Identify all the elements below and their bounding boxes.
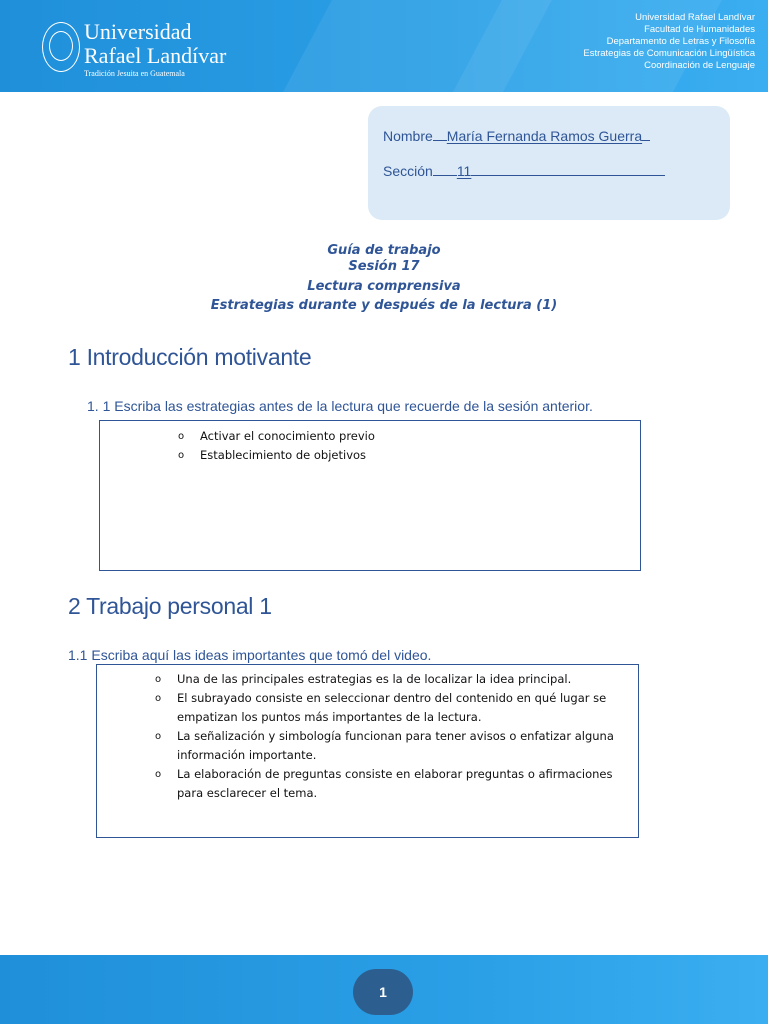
list-item: o Activar el conocimiento previo <box>178 427 478 446</box>
student-info-box <box>368 106 730 220</box>
section-1-prompt: 1. 1 Escriba las estrategias antes de la lectura que recuerde de la sesión anterior. <box>87 398 593 414</box>
title-line: Sesión 17 <box>348 259 420 274</box>
list-item: o La señalización y simbología funcionan para tener avisos o enfatizar alguna información importante. <box>155 727 615 765</box>
section-2-prompt: 1.1 Escriba aquí las ideas importantes que tomó del video. <box>68 647 432 663</box>
name-row <box>383 128 650 144</box>
section-2-heading: 2 Trabajo personal 1 <box>68 593 272 619</box>
university-logo <box>40 18 240 82</box>
header-info-line: Universidad Rafael Landívar <box>635 12 755 23</box>
section-1-list <box>178 427 478 465</box>
section-1-heading: 1 Introducción motivante <box>68 344 312 370</box>
logo-line-1: Universidad <box>84 19 192 44</box>
logo-line-2: Rafael Landívar <box>84 43 227 68</box>
worksheet-title <box>0 242 768 315</box>
header-info-line: Coordinación de Lenguaje <box>644 60 755 71</box>
header-info <box>583 12 755 72</box>
list-item: o Una de las principales estrategias es la de localizar la idea principal. <box>155 670 615 689</box>
section-label: Sección <box>383 163 433 179</box>
section-2-answer-box[interactable] <box>96 664 639 838</box>
title-line: Guía de trabajo <box>327 243 441 258</box>
university-seal-icon <box>42 22 80 72</box>
section-value[interactable]: 11 <box>456 163 472 179</box>
section-2-list <box>155 670 615 803</box>
title-line: Lectura comprensiva <box>307 279 461 294</box>
header-info-line: Departamento de Letras y Filosofía <box>606 36 755 47</box>
list-item: o El subrayado consiste en seleccionar dentro del contenido en qué lugar se empatizan los puntos más importantes de la lectura. <box>155 689 615 727</box>
logo-tagline: Tradición Jesuita en Guatemala <box>84 69 185 78</box>
header-band <box>0 0 768 92</box>
name-label: Nombre <box>383 128 433 144</box>
section-row <box>383 163 665 179</box>
list-item: o Establecimiento de objetivos <box>178 446 478 465</box>
list-item: o La elaboración de preguntas consiste en elaborar preguntas o afirmaciones para esclarecer el tema. <box>155 765 615 803</box>
header-info-line: Estrategias de Comunicación Lingüística <box>583 48 755 59</box>
header-info-line: Facultad de Humanidades <box>644 24 755 35</box>
section-1-answer-box[interactable] <box>99 420 641 571</box>
page-number-badge: 1 <box>353 969 413 1015</box>
name-value[interactable]: María Fernanda Ramos Guerra <box>446 128 643 144</box>
title-line: Estrategias durante y después de la lectura (1) <box>210 298 558 313</box>
